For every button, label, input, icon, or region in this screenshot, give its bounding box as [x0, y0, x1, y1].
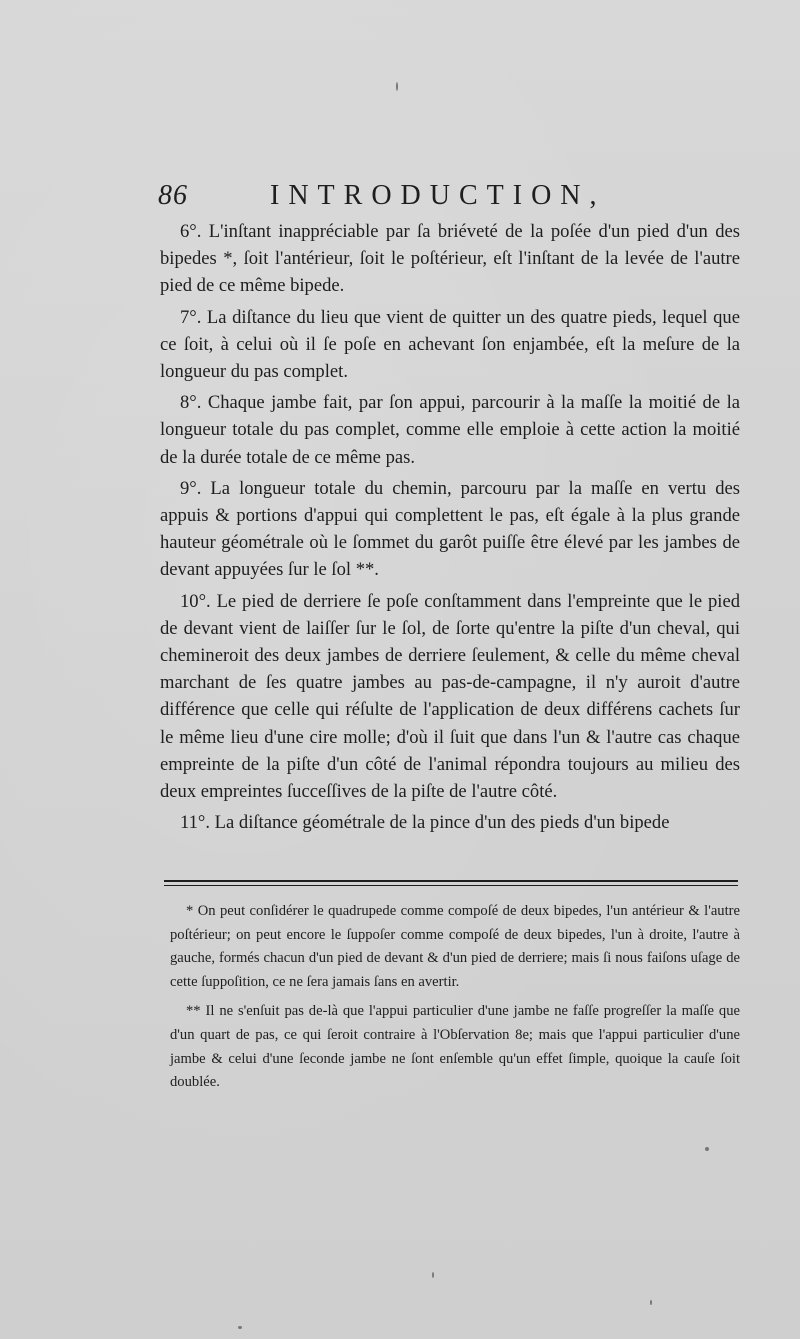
footnotes — [170, 900, 740, 1101]
footnote-rule-thin — [164, 885, 738, 886]
paragraph-10: 10°. Le pied de derriere ſe poſe conſtamment dans l'empreinte que le pied de devant vient de laiſſer ſur le ſol, de ſorte qu'entre la piſte d'un cheval, qui chemineroit des deux jambes de derriere ſeulement, & celle du même cheval marchant de ſes quatre jambes au pas-de-campagne, il n'y auroit d'autre différence que celle qui réſulte de l'application de deux différens cachets ſur le même lieu d'une cire molle; d'où il ſuit que dans l'un & l'autre cas chaque empreinte de la piſte d'un côté de l'animal répondra toujours au milieu des deux empreintes ſucceſſives de la piſte de l'autre côté. — [160, 590, 740, 803]
footnote-rule — [164, 880, 738, 882]
page-number: 86 — [158, 180, 188, 211]
footnote-1: * On peut conſidérer le quadrupede comme compoſé de deux bipedes, l'un antérieur & l'autre poſtérieur; on peut encore le ſuppoſer comme compoſé de deux bipedes, l'un à droite, l'autre à gauche, formés chacun d'un pied de devant & d'un pied de derriere; mais ſi nous faiſons uſage de cette ſuppoſition, ce ne ſera jamais ſans en avertir. — [170, 903, 740, 990]
paragraph-6: 6°. L'inſtant inappréciable par ſa briéveté de la poſée d'un pied d'un des bipedes *, ſoit l'antérieur, ſoit le poſtérieur, eſt l'inſtant de la levée de l'autre pied de ce même bipede. — [160, 221, 740, 297]
main-text — [160, 218, 740, 840]
footnote-2: ** Il ne s'enſuit pas de-là que l'appui particulier d'une jambe ne faſſe progreſſer la maſſe que d'un quart de pas, ce qui ſeroit contraire à l'Obſervation 8e; mais que l'appui particulier d'une jambe & celui d'une ſeconde jambe ne ſont enſemble qu'un effet ſimple, quoique la cauſe ſoit doublée. — [170, 1003, 740, 1091]
paragraph-9: 9°. La longueur totale du chemin, parcouru par la maſſe en vertu des appuis & portions d'appui qui complettent le pas, eſt égale à la plus grande hauteur géométrale où le ſommet du garôt puiſſe être élevé par les jambes de devant appuyées ſur le ſol **. — [160, 477, 740, 581]
paragraph-8: 8°. Chaque jambe fait, par ſon appui, parcourir à la maſſe la moitié de la longueur totale du pas complet, comme elle emploie à cette action la moitié de la durée totale de ce même pas. — [160, 392, 740, 468]
page-header — [158, 178, 738, 218]
running-title: INTRODUCTION, — [270, 180, 606, 211]
paragraph-7: 7°. La diſtance du lieu que vient de quitter un des quatre pieds, lequel que ce ſoit, à celui où il ſe poſe en achevant ſon enjambée, eſt la meſure de la longueur du pas complet. — [160, 306, 740, 383]
paragraph-11: 11°. La diſtance géométrale de la pince d'un des pieds d'un bipede — [180, 812, 670, 834]
